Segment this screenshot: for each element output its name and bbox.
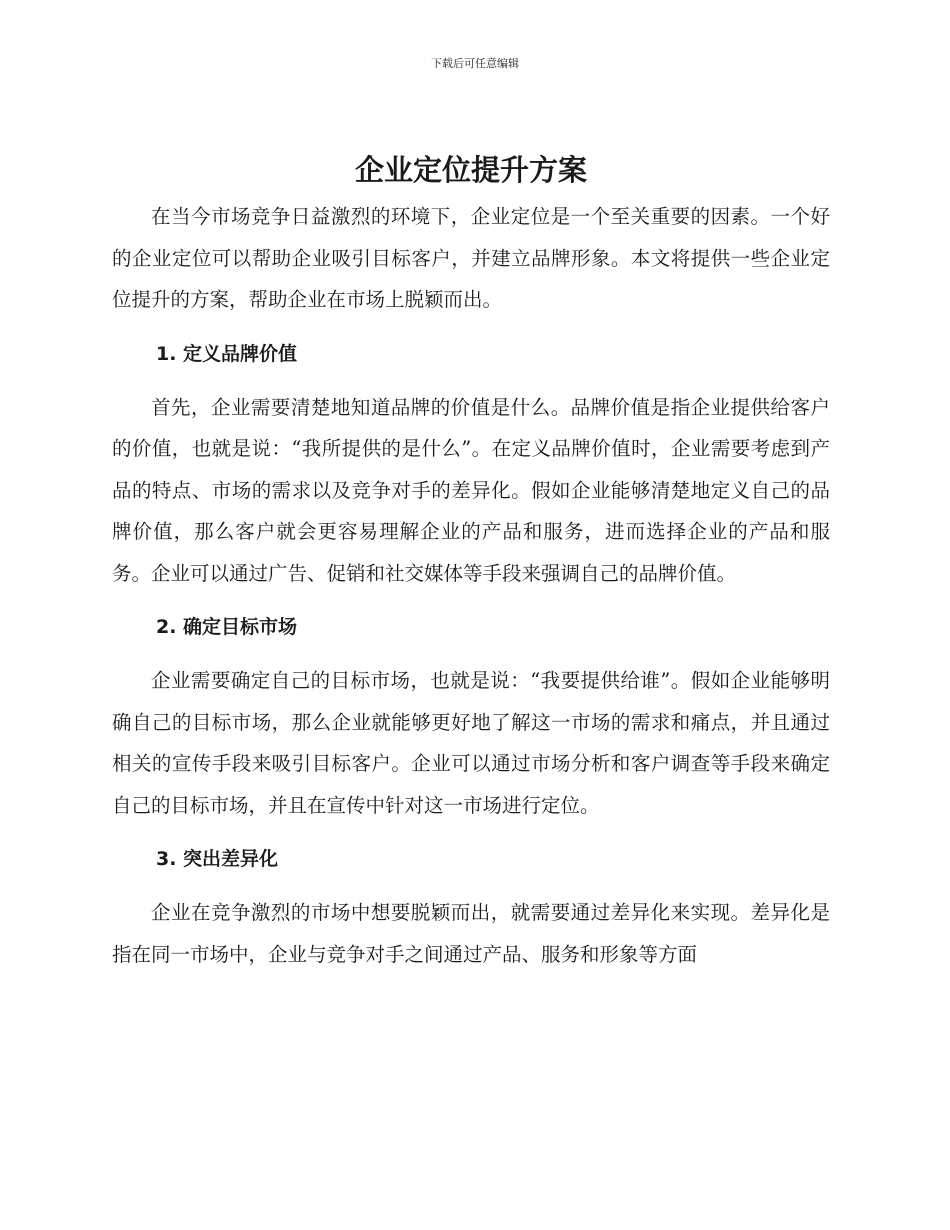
section-paragraph: 企业需要确定自己的目标市场，也就是说：“我要提供给谁”。假如企业能够明确自己的目标市场，那么企业就能够更好地了解这一市场的需求和痛点，并且通过相关的宣传手段来吸引目标客户。企业可以通过市场分析和客户调查等手段来确定自己的目标市场，并且在宣传中针对这一市场进行定位。 [112, 669, 830, 817]
document-body [112, 150, 830, 975]
section-heading: 2. 确定目标市场 [156, 616, 298, 638]
section-paragraph: 企业在竞争激烈的市场中想要脱颖而出，就需要通过差异化来实现。差异化是指在同一市场中，企业与竞争对手之间通过产品、服务和形象等方面 [112, 901, 830, 966]
section-heading: 1. 定义品牌价值 [156, 342, 298, 365]
section-paragraph: 首先，企业需要清楚地知道品牌的价值是什么。品牌价值是指企业提供给客户的价值，也就是说：“我所提供的是什么”。在定义品牌价值时，企业需要考虑到产品的特点、市场的需求以及竞争对手的差异化。假如企业能够清楚地定义自己的品牌价值，那么客户就会更容易理解企业的产品和服务，进而选择企业的产品和服务。企业可以通过广告、促销和社交媒体等手段来强调自己的品牌价值。 [112, 395, 830, 585]
section-heading: 3. 突出差异化 [156, 848, 279, 870]
page-header: 下载后可任意编辑 [431, 57, 519, 70]
intro-paragraph: 在当今市场竞争日益激烈的环境下，企业定位是一个至关重要的因素。一个好的企业定位可以帮助企业吸引目标客户，并建立品牌形象。本文将提供一些企业定位提升的方案，帮助企业在市场上脱颖而出。 [112, 205, 830, 311]
document-title: 企业定位提升方案 [354, 153, 587, 187]
